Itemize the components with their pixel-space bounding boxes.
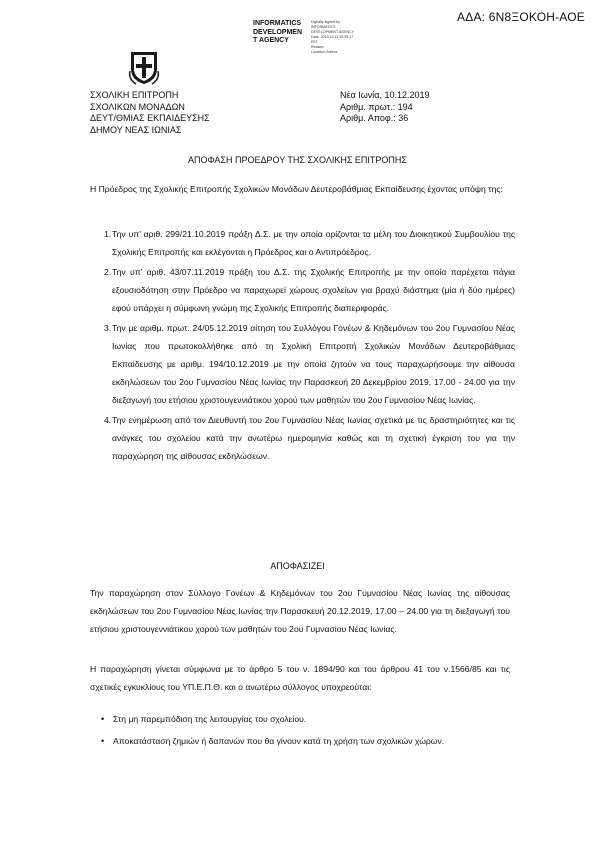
decision-heading: ΑΠΟΦΑΣΙΖΕΙ: [270, 561, 325, 571]
list-item: [90, 411, 515, 465]
item-number: 2.: [104, 267, 112, 277]
signature-line: EET: [311, 40, 318, 44]
intro-paragraph: Η Πρόεδρος της Σχολικής Επιτροπής Σχολικών Μονάδων Δευτεροβάθμιας Εκπαίδευσης έχοντας υπόψη της:: [90, 184, 503, 194]
item-text: Την υπ’ αριθ. 43/07.11.2019 πράξη του Δ.Σ. της Σχολικής Επιτροπής με την οποία παρέχεται πάγια εξουσιοδότηση στην Πρόεδρο να παραχωρεί χώρους σχολείων για βραχύ διάστημα (μία ή δύο ημέρες) εφού υπάρχει η σύμφωνη γνώμη της Σχολικής Επιτροπής διαπεριφοράς.: [112, 267, 515, 313]
greek-emblem-icon: [128, 51, 160, 85]
signature-logo: [253, 20, 302, 46]
obligations-list: [90, 710, 515, 754]
decision-number: Αριθμ. Αποφ.: 36: [340, 113, 409, 123]
document-title: ΑΠΟΦΑΣΗ ΠΡΟΕΔΡΟΥ ΤΗΣ ΣΧΟΛΙΚΗΣ ΕΠΙΤΡΟΠΗΣ: [187, 155, 407, 165]
considerations-list: [90, 225, 515, 467]
bullet-icon: •: [101, 736, 105, 746]
list-item: [90, 319, 515, 409]
authority-line: ΣΧΟΛΙΚΗ ΕΠΙΤΡΟΠΗ: [90, 90, 179, 100]
list-item: [90, 710, 515, 728]
document-meta: [340, 90, 430, 125]
document-date: Νέα Ιωνία, 10.12.2019: [340, 90, 430, 100]
authority-header: [90, 90, 210, 136]
signature-details: [311, 20, 354, 55]
signature-line: DEVELOPMENT AGENCY: [311, 30, 355, 34]
item-number: 3.: [104, 323, 112, 333]
ada-code: ΑΔΑ: 6Ν8ΞΟΚΟΗ-ΑΟΕ: [457, 10, 585, 24]
signature-line: Reason:: [311, 45, 325, 49]
decision-paragraph: Την παραχώρηση στον Σύλλογο Γονέων & Κηδεμόνων του 2ου Γυμνασίου Νέας Ιωνίας της αίθουσας εκδηλώσεων του 2ου Γυμνασίου Νέας Ιωνίας την Παρασκευή 20.12.2019, 17.00 – 24.00 για τη διεξαγωγή του ετήσιου χριστουγεννιάτικου χορού των μαθητών του 2ου Γυμνασίου Νέας Ιωνίας.: [90, 588, 510, 634]
logo-line: INFORMATICS: [253, 20, 302, 27]
signature-line: Location: Athens: [311, 50, 338, 54]
signature-line: Date: 2019.12.11 10:55:17: [311, 35, 354, 39]
bullet-icon: •: [101, 714, 105, 724]
conditions-paragraph: Η παραχώρηση γίνεται σύμφωνα με το άρθρο 5 του ν. 1894/90 και του άρθρου 41 του ν.1566/85 και τις σχετικές εγκυκλίους του ΥΠ.Ε.Π.Θ. και ο ανωτέρω σύλλογος υποχρεούται:: [90, 664, 510, 692]
list-item: [90, 225, 515, 261]
bullet-text: Στη μη παρεμπόδιση της λειτουργίας του σχολείου.: [113, 714, 307, 724]
authority-line: ΔΕΥΤ/ΘΜΙΑΣ ΕΚΠΑΙΔΕΥΣΗΣ: [90, 113, 210, 123]
item-text: Την υπ’ αριθ. 299/21.10.2019 πράξη Δ.Σ. με την οποία ορίζονται τα μέλη του Διοικητικού Συμβουλίου της Σχολικής Επιτροπής και εκλέγονται η Πρόεδρος και ο Αντιπρόεδρος.: [112, 229, 515, 257]
signature-line: INFORMATICS: [311, 25, 336, 29]
logo-line: T AGENCY: [253, 37, 289, 44]
authority-line: ΣΧΟΛΙΚΩΝ ΜΟΝΑΔΩΝ: [90, 101, 185, 112]
list-item: [90, 732, 515, 750]
signature-line: Digitally signed by: [311, 20, 340, 24]
item-text: Την ενημέρωση από τον Διευθυντή του 2ου Γυμνασίου Νέας Ιωνίας σχετικά με τις δραστηριότητες και τις ανάγκες του σχολείου κατά την ανωτέρω ημερομηνία καθώς και τη σχετική έγκριση του για την παραχώρηση της αίθουσας εκδηλώσεων.: [112, 415, 515, 461]
bullet-text: Αποκατάσταση ζημιών ή δαπανών που θα γίνουν κατά τη χρήση των σχολικών χώρων.: [113, 736, 445, 746]
authority-line: ΔΗΜΟΥ ΝΕΑΣ ΙΩΝΙΑΣ: [90, 124, 182, 135]
logo-line: DEVELOPMEN: [253, 28, 303, 36]
item-number: 4.: [104, 415, 112, 425]
list-item: [90, 263, 515, 317]
item-number: 1.: [104, 229, 112, 239]
protocol-number: Αριθμ. πρωτ.: 194: [340, 101, 413, 112]
item-text: Την με αριθμ. πρωτ. 24/05.12.2019 αίτηση του Συλλόγου Γονέων & Κηδεμόνων του 2ου Γυμνασίου Νέας Ιωνίας που πρωτοκολλήθηκε από τη Σχολική Επιτροπή Σχολικών Μονάδων Δευτεροβάθμιας Εκπαίδευσης με αριθμ. 194/10.12.2019 με την οποία ζητούν να τους παραχωρήσουμε την αίθουσα εκδηλώσεων του 2ου Γυμνασίου Νέας Ιωνίας την Παρασκευή 20 Δεκεμβρίου 2019, 17.00 - 24.00 για την διεξαγωγή του ετήσιου χριστουγεννιάτικου χορού των μαθητών του 2ου Γυμνασίου Νέας Ιωνίας.: [112, 323, 515, 405]
